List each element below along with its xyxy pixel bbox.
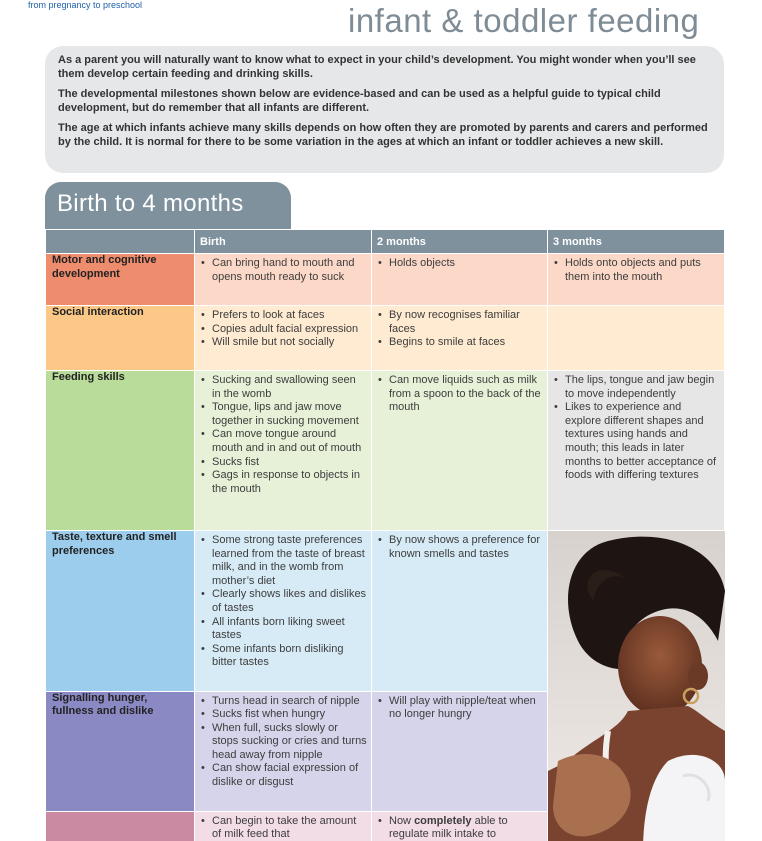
photo-ear: [688, 662, 708, 690]
row-label: [46, 811, 195, 841]
row-label: Feeding skills: [46, 371, 195, 531]
list-item: • Turns head in search of nipple: [199, 695, 367, 709]
cell-3-months: [548, 254, 725, 306]
cell-birth: [195, 254, 372, 306]
list-item: • Will play with nipple/teat when no longer hungry: [376, 695, 543, 722]
list-item: • Some infants born disliking bitter tastes: [199, 643, 367, 670]
list-item: • Prefers to look at faces: [199, 309, 367, 323]
cell-birth: [195, 691, 372, 811]
list-item: • Copies adult facial expression: [199, 323, 367, 337]
column-header-2-months: 2 months: [372, 230, 548, 254]
list-item: • Sucks fist: [199, 456, 367, 470]
cell-birth: [195, 371, 372, 531]
list-item: [376, 815, 543, 841]
row-label: Signalling hunger, fullness and dislike: [46, 691, 195, 811]
cell-3-months: [548, 306, 725, 371]
list-item: • The lips, tongue and jaw begin to move independently: [552, 374, 720, 401]
cell-2-months: [372, 811, 548, 841]
section-title: Birth to 4 months: [45, 182, 291, 229]
intro-paragraph: As a parent you will naturally want to know what to expect in your child’s development. You might wonder when you’ll see them develop certain feeding and drinking skills.: [58, 54, 696, 80]
list-item: • All infants born liking sweet tastes: [199, 616, 367, 643]
list-item: • Tongue, lips and jaw move together in sucking movement: [199, 401, 367, 428]
list-item: • Will smile but not socially: [199, 336, 367, 350]
table-row: [46, 306, 725, 371]
row-label: Taste, texture and smell preferences: [46, 531, 195, 692]
list-item: • When full, sucks slowly or stops sucking or cries and turns head away from nipple: [199, 722, 367, 763]
list-item: • Can begin to take the amount of milk feed that: [199, 815, 367, 841]
list-item: • Can move tongue around mouth and in and out of mouth: [199, 428, 367, 455]
cell-3-months: [548, 371, 725, 531]
mother-breastfeeding-photo: [548, 531, 725, 841]
list-item: • Holds onto objects and puts them into the mouth: [552, 257, 720, 284]
table-row: [46, 371, 725, 531]
text-suffix: able to regulate milk intake to: [389, 814, 508, 841]
table-row: [46, 254, 725, 306]
list-item: • Sucking and swallowing seen in the womb: [199, 374, 367, 401]
text-prefix: Now: [389, 814, 415, 827]
row-label: Motor and cognitive development: [46, 254, 195, 306]
tagline: from pregnancy to preschool: [28, 0, 143, 10]
cell-2-months: [372, 691, 548, 811]
row-label: Social interaction: [46, 306, 195, 371]
list-item: • Can show facial expression of dislike or disgust: [199, 762, 367, 789]
cell-2-months: [372, 371, 548, 531]
list-item: • Can bring hand to mouth and opens mouth ready to suck: [199, 257, 367, 284]
list-item: • Sucks fist when hungry: [199, 708, 367, 722]
list-item: • Likes to experience and explore different shapes and textures using hands and mouth; this leads in later months to better acceptance of foods with differing textures: [552, 401, 720, 483]
cell-birth: [195, 811, 372, 841]
column-header-3-months: 3 months: [548, 230, 725, 254]
photo-svg: [548, 531, 725, 841]
cell-2-months: [372, 254, 548, 306]
list-item: • Can move liquids such as milk from a spoon to the back of the mouth: [376, 374, 543, 415]
cell-2-months: [372, 306, 548, 371]
list-item: • By now shows a preference for known smells and tastes: [376, 534, 543, 561]
page-title: infant & toddler feeding: [348, 2, 700, 39]
cell-birth: [195, 531, 372, 692]
intro-paragraph: The age at which infants achieve many skills depends on how often they are promoted by parents and carers and performed by the child. It is normal for there to be some variation in the ages at which an infant or toddler achieves a new skill.: [58, 122, 708, 148]
intro-box: [45, 46, 724, 173]
cell-2-months: [372, 531, 548, 692]
header-blank: [46, 230, 195, 254]
table-row: [46, 531, 725, 692]
cell-birth: [195, 306, 372, 371]
list-item: • Clearly shows likes and dislikes of tastes: [199, 588, 367, 615]
milestones-table: [45, 229, 725, 841]
list-item: • Gags in response to objects in the mouth: [199, 469, 367, 496]
list-item: • Some strong taste preferences learned from the taste of breast milk, and in the womb from mother’s diet: [199, 534, 367, 588]
photo-face: [618, 616, 702, 716]
list-item: • Holds objects: [376, 257, 543, 271]
list-item: • By now recognises familiar faces: [376, 309, 543, 336]
intro-paragraph: The developmental milestones shown below are evidence-based and can be used as a helpful guide to typical child development, but do remember that all infants are different.: [58, 88, 661, 114]
text-emphasis: completely: [414, 814, 472, 827]
list-item: • Begins to smile at faces: [376, 336, 543, 350]
column-header-birth: Birth: [195, 230, 372, 254]
